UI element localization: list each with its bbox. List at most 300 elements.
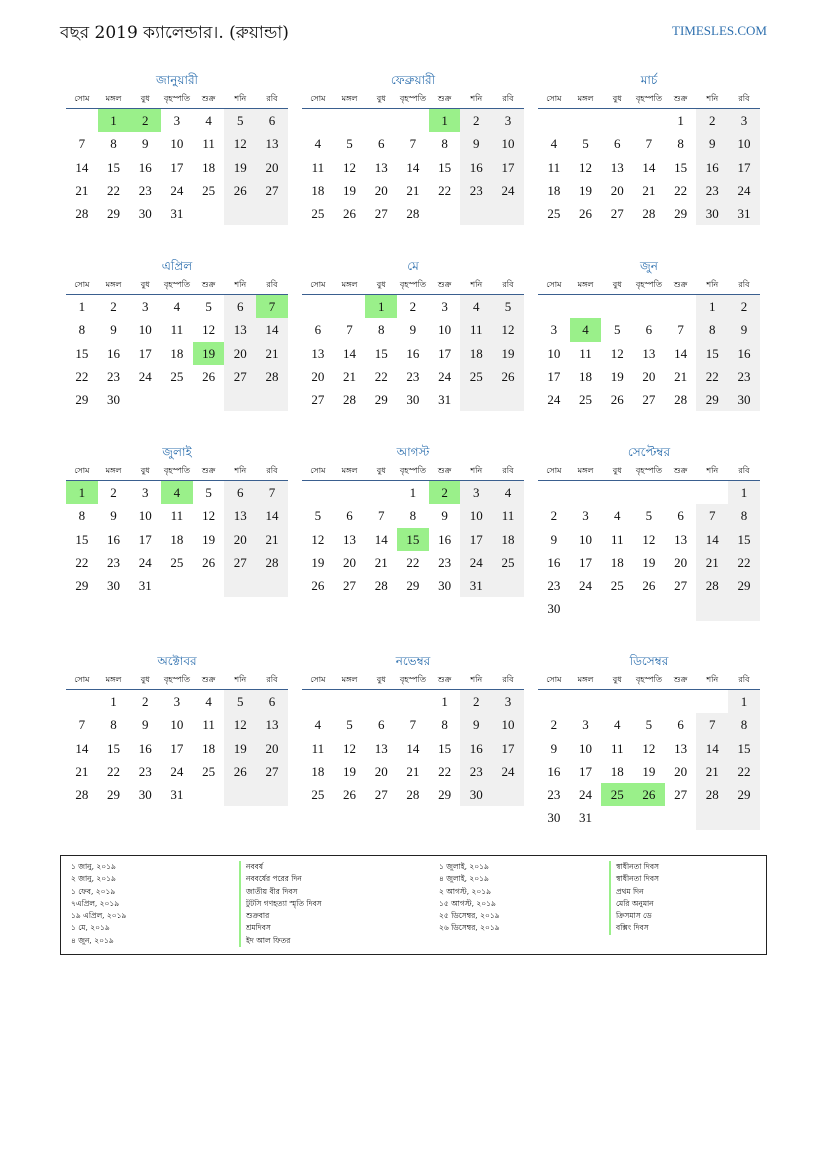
day-cell: 30	[460, 783, 492, 806]
day-cell: 23	[107, 554, 121, 570]
week-row	[302, 156, 524, 179]
empty-cell	[193, 783, 225, 806]
day-cell: 24	[579, 578, 593, 594]
empty-cell	[665, 806, 697, 829]
day-cell: 23	[138, 182, 152, 198]
day-cell: 8	[78, 322, 86, 338]
day-cell: 5	[645, 717, 653, 733]
day-cell: 8	[110, 136, 117, 152]
day-cell: 2	[550, 717, 558, 733]
day-cell: 11	[170, 322, 184, 338]
week-row	[302, 388, 524, 411]
day-cell: 14	[343, 345, 357, 361]
day-cell: 21	[256, 528, 288, 551]
week-row	[66, 342, 288, 365]
day-cell: 12	[224, 713, 256, 736]
empty-cell	[492, 574, 524, 597]
day-cell: 3	[582, 717, 589, 733]
day-cell: 2	[728, 295, 760, 318]
day-cell: 19	[343, 763, 357, 779]
day-cell: 8	[409, 508, 417, 524]
day-cell: 25	[170, 368, 184, 384]
day-cell: 27	[374, 206, 388, 222]
day-cell: 30	[547, 810, 561, 826]
legend-date: ১৫ আগস্ট, ২০১৯	[439, 898, 496, 908]
day-cell: 14	[674, 345, 688, 361]
day-cell: 22	[696, 365, 728, 388]
day-cell: 24	[728, 179, 760, 202]
day-cell: 2	[110, 299, 117, 314]
legend-date: ৪ জুন, ২০১৯	[71, 935, 114, 945]
day-cell: 9	[110, 322, 117, 338]
day-cell: 13	[224, 504, 256, 527]
empty-cell	[365, 690, 397, 713]
day-cell: 31	[170, 206, 184, 222]
weekday-label: সোম	[546, 94, 562, 103]
day-cell: 12	[224, 132, 256, 155]
day-cell: 13	[674, 740, 688, 756]
empty-cell	[397, 109, 429, 132]
legend-dates-col1	[71, 861, 126, 947]
empty-cell	[601, 690, 633, 713]
day-cell: 20	[374, 182, 388, 198]
day-cell: 15	[75, 345, 89, 361]
day-cell: 5	[224, 690, 256, 713]
day-cell: 16	[728, 342, 760, 365]
day-cell: 10	[138, 322, 152, 338]
weekday-label: বুধ	[140, 94, 150, 103]
day-cell: 20	[256, 737, 288, 760]
empty-cell	[193, 202, 225, 225]
day-cell: 7	[346, 322, 353, 338]
week-row	[302, 760, 524, 783]
day-cell: 5	[205, 299, 212, 314]
day-cell: 19	[311, 554, 325, 570]
weekday-label: রবি	[502, 466, 514, 475]
day-cell: 28	[256, 365, 288, 388]
day-cell: 6	[346, 508, 353, 524]
empty-cell	[224, 388, 256, 411]
weekday-label: রবি	[502, 94, 514, 103]
empty-cell	[302, 295, 334, 318]
legend-holiday-name: ইদ আল ফিতর	[239, 935, 322, 947]
day-cell: 4	[613, 508, 621, 524]
empty-cell	[696, 481, 728, 504]
day-cell: 19	[579, 182, 593, 198]
day-cell: 11	[547, 159, 561, 175]
day-cell: 21	[406, 763, 420, 779]
day-cell: 1	[78, 299, 86, 314]
day-cell: 22	[75, 554, 89, 570]
legend-dates-col2	[439, 861, 500, 935]
day-cell: 13	[224, 318, 256, 341]
week-row	[302, 318, 524, 341]
day-cell: 3	[728, 109, 760, 132]
day-cell: 1	[441, 694, 448, 709]
day-cell: 31	[579, 810, 593, 826]
empty-cell	[665, 481, 697, 504]
legend-holiday-name: শুক্রবার	[239, 910, 322, 922]
day-cell: 15	[438, 740, 452, 756]
day-cell: 29	[107, 787, 121, 803]
day-cell: 27	[224, 365, 256, 388]
day-cell: 10	[138, 508, 152, 524]
weekday-label: বুধ	[376, 466, 386, 475]
day-cell: 27	[610, 206, 624, 222]
day-cell: 11	[610, 740, 624, 756]
empty-cell	[570, 481, 602, 504]
day-cell: 7	[677, 322, 684, 338]
weekday-label: বৃহস্পতি	[399, 675, 426, 684]
weekday-label: বুধ	[612, 466, 622, 475]
day-cell: 26	[311, 578, 325, 594]
day-cell: 24	[438, 368, 452, 384]
day-cell: 30	[107, 578, 121, 594]
day-cell: 13	[674, 531, 688, 547]
day-cell: 19	[224, 156, 256, 179]
day-cell: 10	[579, 740, 593, 756]
day-cell: 11	[610, 531, 624, 547]
weekday-label: শনি	[706, 466, 719, 475]
day-cell: 30	[728, 388, 760, 411]
day-cell: 24	[579, 787, 593, 803]
weekday-label: বুধ	[612, 675, 622, 684]
month-calendar	[66, 70, 288, 225]
day-cell: 5	[492, 295, 524, 318]
weekday-label: রবি	[266, 675, 278, 684]
weekday-label: মঙ্গল	[105, 94, 122, 103]
day-cell: 5	[582, 136, 589, 152]
weekday-label: রবি	[266, 280, 278, 289]
day-cell: 1	[409, 485, 417, 500]
day-cell: 2	[550, 508, 558, 524]
day-cell: 28	[696, 783, 728, 806]
day-cell: 4	[460, 295, 492, 318]
legend-holiday-name: নববর্ষ	[239, 861, 322, 873]
day-cell: 30	[406, 392, 420, 408]
day-cell: 14	[256, 318, 288, 341]
day-cell: 23	[696, 179, 728, 202]
day-cell: 25	[492, 551, 524, 574]
day-cell: 3	[492, 690, 524, 713]
week-row	[538, 365, 760, 388]
day-cell: 7	[645, 136, 653, 152]
week-row	[66, 574, 288, 597]
day-cell: 6	[256, 690, 288, 713]
week-row	[302, 481, 524, 504]
weekday-header	[538, 276, 760, 295]
day-cell: 15	[728, 737, 760, 760]
day-cell: 8	[377, 322, 385, 338]
legend-holiday-name: ক্রিসমাস ডে	[609, 910, 659, 922]
day-cell: 20	[374, 763, 388, 779]
day-cell: 27	[374, 787, 388, 803]
month-calendar	[302, 256, 524, 411]
weekday-label: সোম	[310, 280, 326, 289]
day-cell: 13	[374, 159, 388, 175]
day-cell: 7	[256, 481, 288, 504]
weekday-label: শুক্র	[437, 280, 452, 289]
day-cell: 3	[492, 109, 524, 132]
day-cell: 29	[374, 392, 388, 408]
day-cell: 8	[728, 713, 760, 736]
day-cell: 6	[645, 322, 653, 338]
day-cell: 19	[610, 368, 624, 384]
week-row	[538, 318, 760, 341]
weekday-label: শনি	[470, 280, 483, 289]
day-cell: 4	[205, 113, 212, 128]
day-cell: 4	[314, 717, 322, 733]
day-cell: 12	[610, 345, 624, 361]
day-cell: 9	[141, 136, 149, 152]
day-cell: 8	[110, 717, 117, 733]
week-row	[302, 295, 524, 318]
day-cell: 18	[547, 182, 561, 198]
day-cell: 22	[438, 182, 452, 198]
day-cell: 9	[728, 318, 760, 341]
week-row	[66, 504, 288, 527]
empty-cell	[193, 388, 225, 411]
day-cell: 20	[311, 368, 325, 384]
week-row	[302, 783, 524, 806]
day-cell: 20	[642, 368, 656, 384]
empty-cell	[601, 295, 633, 318]
legend-date: ১ জুলাই, ২০১৯	[439, 862, 489, 871]
day-cell: 9	[110, 508, 117, 524]
day-cell: 6	[677, 717, 684, 733]
day-cell: 26	[642, 578, 656, 594]
empty-cell	[256, 574, 288, 597]
weekday-label: শুক্র	[673, 675, 688, 684]
legend-holiday-name: স্বাধীনতা দিবস	[609, 861, 659, 873]
day-cell: 22	[674, 182, 688, 198]
day-cell: 9	[441, 508, 448, 524]
day-cell: 23	[406, 368, 420, 384]
day-cell: 23	[728, 365, 760, 388]
day-cell: 19	[343, 182, 357, 198]
weekday-label: সোম	[310, 466, 326, 475]
month-calendar	[538, 442, 760, 621]
weekday-label: রবি	[266, 94, 278, 103]
week-row	[538, 504, 760, 527]
day-cell: 12	[579, 159, 593, 175]
day-cell: 20	[674, 554, 688, 570]
week-row	[66, 132, 288, 155]
week-row	[538, 806, 760, 829]
week-row	[538, 388, 760, 411]
empty-cell	[161, 574, 193, 597]
empty-cell	[633, 295, 665, 318]
day-cell: 2	[110, 485, 117, 500]
empty-cell	[66, 109, 98, 132]
day-cell: 15	[374, 345, 388, 361]
day-cell: 18	[460, 342, 492, 365]
weekday-label: বৃহস্পতি	[399, 94, 426, 103]
day-cell: 16	[547, 763, 561, 779]
empty-cell	[696, 806, 728, 829]
day-cell: 5	[346, 717, 353, 733]
day-cell: 7	[696, 504, 728, 527]
empty-cell	[302, 109, 334, 132]
weekday-label: মঙ্গল	[105, 466, 122, 475]
day-cell: 12	[343, 159, 357, 175]
legend-date: ২৫ ডিসেম্বর, ২০১৯	[439, 911, 500, 921]
day-cell: 20	[224, 342, 256, 365]
day-cell: 19	[224, 737, 256, 760]
empty-cell	[538, 295, 570, 318]
day-cell: 31	[138, 578, 152, 594]
day-cell: 7	[78, 136, 86, 152]
empty-cell	[633, 597, 665, 620]
day-cell: 9	[696, 132, 728, 155]
brand-link[interactable]: TIMESLES.COM	[672, 23, 767, 38]
day-cell: 9	[141, 717, 149, 733]
day-cell: 21	[343, 368, 357, 384]
empty-cell	[633, 690, 665, 713]
day-cell: 18	[492, 528, 524, 551]
day-cell: 8	[441, 717, 448, 733]
day-cell: 16	[138, 159, 152, 175]
empty-cell	[728, 806, 760, 829]
month-name: অক্টোবর	[157, 654, 197, 668]
day-cell: 21	[696, 551, 728, 574]
day-cell: 4	[550, 136, 558, 152]
weekday-label: সোম	[310, 94, 326, 103]
holiday-legend	[60, 855, 767, 955]
day-cell: 22	[406, 554, 420, 570]
day-cell: 28	[406, 206, 420, 222]
month-calendar	[538, 70, 760, 225]
weekday-label: বৃহস্পতি	[163, 280, 190, 289]
day-cell: 16	[438, 531, 452, 547]
week-row	[538, 481, 760, 504]
day-cell: 30	[696, 202, 728, 225]
day-cell: 28	[642, 206, 656, 222]
day-cell: 4	[173, 299, 181, 314]
legend-holiday-name: বক্সিং দিবস	[609, 922, 659, 934]
week-row	[66, 551, 288, 574]
empty-cell	[570, 597, 602, 620]
day-cell: 12	[202, 508, 216, 524]
day-cell: 10	[170, 717, 184, 733]
weekday-label: বুধ	[376, 94, 386, 103]
week-row	[538, 737, 760, 760]
legend-date: ২ জানু, ২০১৯	[71, 874, 116, 884]
day-cell: 29	[696, 388, 728, 411]
weekday-header	[538, 671, 760, 690]
page-title: বছর 2019 ক্যালেন্ডার।. (রুয়ান্ডা)	[60, 23, 289, 43]
month-name: আগস্ট	[396, 445, 430, 459]
week-row	[302, 574, 524, 597]
legend-holiday-name: নববর্ষের পরের দিন	[239, 873, 322, 885]
day-cell: 17	[138, 345, 152, 361]
weekday-label: সোম	[546, 675, 562, 684]
day-cell: 2	[129, 109, 161, 132]
legend-date: ৪ জুলাই, ২০১৯	[439, 874, 489, 884]
weekday-label: রবি	[738, 466, 750, 475]
day-cell: 8	[78, 508, 86, 524]
weekday-label: সোম	[74, 466, 90, 475]
day-cell: 28	[406, 787, 420, 803]
weekday-label: মঙ্গল	[341, 466, 358, 475]
day-cell: 10	[728, 132, 760, 155]
day-cell: 5	[314, 508, 322, 524]
day-cell: 26	[224, 760, 256, 783]
day-cell: 1	[66, 481, 98, 504]
weekday-header	[66, 462, 288, 481]
empty-cell	[334, 481, 366, 504]
empty-cell	[302, 481, 334, 504]
weekday-header	[538, 90, 760, 109]
day-cell: 4	[314, 136, 322, 152]
day-cell: 3	[550, 322, 558, 338]
day-cell: 22	[107, 763, 121, 779]
day-cell: 1	[728, 481, 760, 504]
weekday-header	[302, 90, 524, 109]
day-cell: 24	[170, 182, 184, 198]
weekday-label: মঙ্গল	[341, 280, 358, 289]
day-cell: 16	[107, 345, 121, 361]
day-cell: 3	[441, 299, 448, 314]
weekday-label: শুক্র	[201, 466, 216, 475]
day-cell: 11	[311, 740, 325, 756]
week-row	[66, 737, 288, 760]
day-cell: 2	[696, 109, 728, 132]
day-cell: 15	[107, 159, 121, 175]
day-cell: 20	[610, 182, 624, 198]
day-cell: 31	[438, 392, 452, 408]
day-cell: 25	[547, 206, 561, 222]
day-cell: 25	[460, 365, 492, 388]
empty-cell	[633, 481, 665, 504]
week-row	[538, 713, 760, 736]
day-cell: 27	[224, 551, 256, 574]
week-row	[538, 179, 760, 202]
weekday-header	[302, 462, 524, 481]
week-row	[66, 318, 288, 341]
day-cell: 7	[409, 717, 417, 733]
week-row	[538, 574, 760, 597]
day-cell: 29	[728, 783, 760, 806]
empty-cell	[538, 690, 570, 713]
day-cell: 1	[696, 295, 728, 318]
day-cell: 6	[224, 481, 256, 504]
empty-cell	[365, 481, 397, 504]
weekday-label: মঙ্গল	[577, 466, 594, 475]
day-cell: 13	[256, 713, 288, 736]
day-cell: 10	[438, 322, 452, 338]
week-row	[302, 179, 524, 202]
day-cell: 7	[696, 713, 728, 736]
day-cell: 24	[492, 179, 524, 202]
weekday-label: মঙ্গল	[105, 280, 122, 289]
day-cell: 21	[75, 763, 89, 779]
weekday-label: শনি	[706, 94, 719, 103]
empty-cell	[696, 690, 728, 713]
day-cell: 18	[311, 763, 325, 779]
week-row	[302, 551, 524, 574]
day-cell: 28	[343, 392, 357, 408]
legend-holiday-name: প্রথম দিন	[609, 886, 659, 898]
weekday-header	[66, 276, 288, 295]
day-cell: 13	[311, 345, 325, 361]
month-name: ডিসেম্বর	[629, 654, 669, 668]
day-cell: 6	[224, 295, 256, 318]
week-row	[66, 481, 288, 504]
weekday-label: সোম	[546, 280, 562, 289]
day-cell: 27	[642, 392, 656, 408]
day-cell: 11	[579, 345, 592, 361]
